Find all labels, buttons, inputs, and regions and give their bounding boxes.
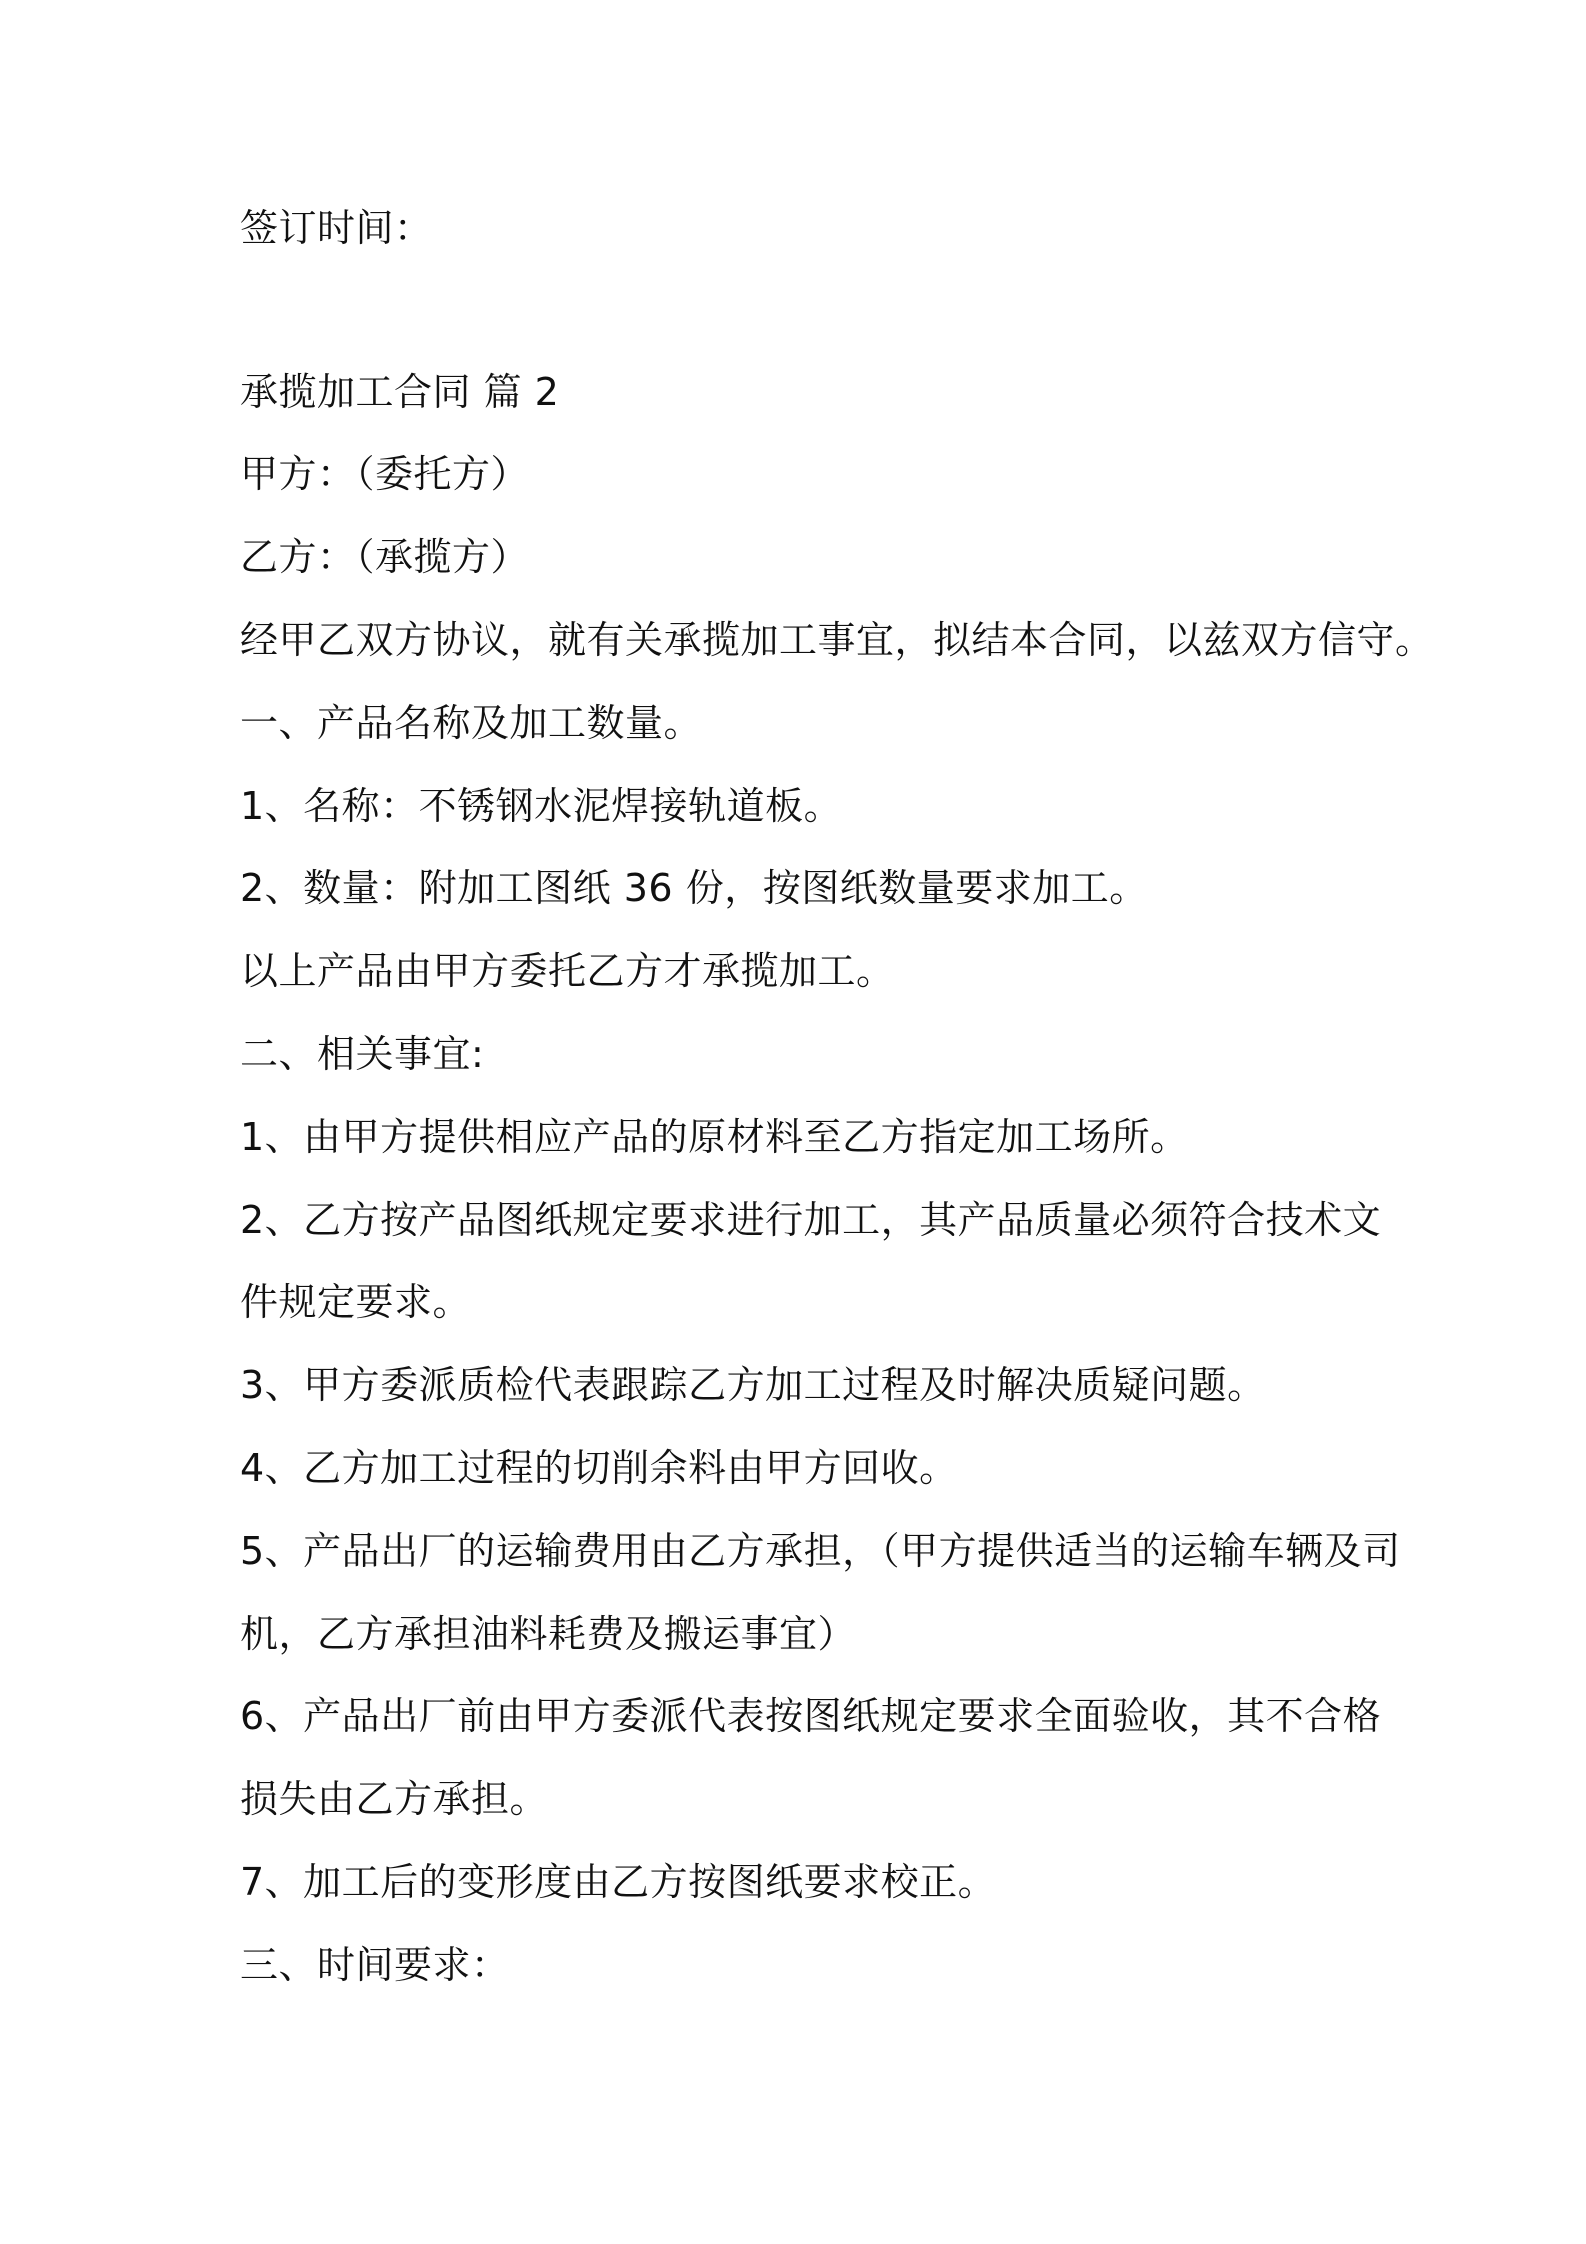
section-2-item-6-line-2: 损失由乙方承担。 <box>240 1777 549 1821</box>
section-1-heading: 一、产品名称及加工数量。 <box>240 701 703 745</box>
party-a-line: 甲方：（委托方） <box>240 452 530 496</box>
section-2-item-2-line-2: 件规定要求。 <box>240 1280 472 1324</box>
section-2-item-1: 1、由甲方提供相应产品的原材料至乙方指定加工场所。 <box>240 1115 1189 1159</box>
section-2-item-4: 4、乙方加工过程的切削余料由甲方回收。 <box>240 1446 958 1490</box>
section-3-heading: 三、时间要求： <box>240 1943 510 1987</box>
section-2-item-7: 7、加工后的变形度由乙方按图纸要求校正。 <box>240 1860 997 1904</box>
party-b-line: 乙方：（承揽方） <box>240 535 530 579</box>
section-2-item-3: 3、甲方委派质检代表跟踪乙方加工过程及时解决质疑问题。 <box>240 1363 1266 1407</box>
section-2-heading: 二、相关事宜: <box>240 1032 485 1076</box>
section-2-item-5-line-1: 5、产品出厂的运输费用由乙方承担，（甲方提供适当的运输车辆及司 <box>240 1529 1401 1573</box>
section-2-item-5-line-2: 机，乙方承担油料耗费及搬运事宜） <box>240 1612 857 1656</box>
section-2-item-6-line-1: 6、产品出厂前由甲方委派代表按图纸规定要求全面验收，其不合格 <box>240 1694 1382 1738</box>
section-1-item-1: 1、名称：不锈钢水泥焊接轨道板。 <box>240 784 843 828</box>
signing-time-label: 签订时间： <box>240 206 433 250</box>
contract-title: 承揽加工合同 篇 2 <box>240 370 560 414</box>
section-1-note: 以上产品由甲方委托乙方才承揽加工。 <box>240 949 895 993</box>
intro-paragraph: 经甲乙双方协议，就有关承揽加工事宜，拟结本合同，以兹双方信守。 <box>240 618 1434 662</box>
section-1-item-2: 2、数量：附加工图纸 36 份，按图纸数量要求加工。 <box>240 866 1148 910</box>
section-2-item-2-line-1: 2、乙方按产品图纸规定要求进行加工，其产品质量必须符合技术文 <box>240 1198 1382 1242</box>
